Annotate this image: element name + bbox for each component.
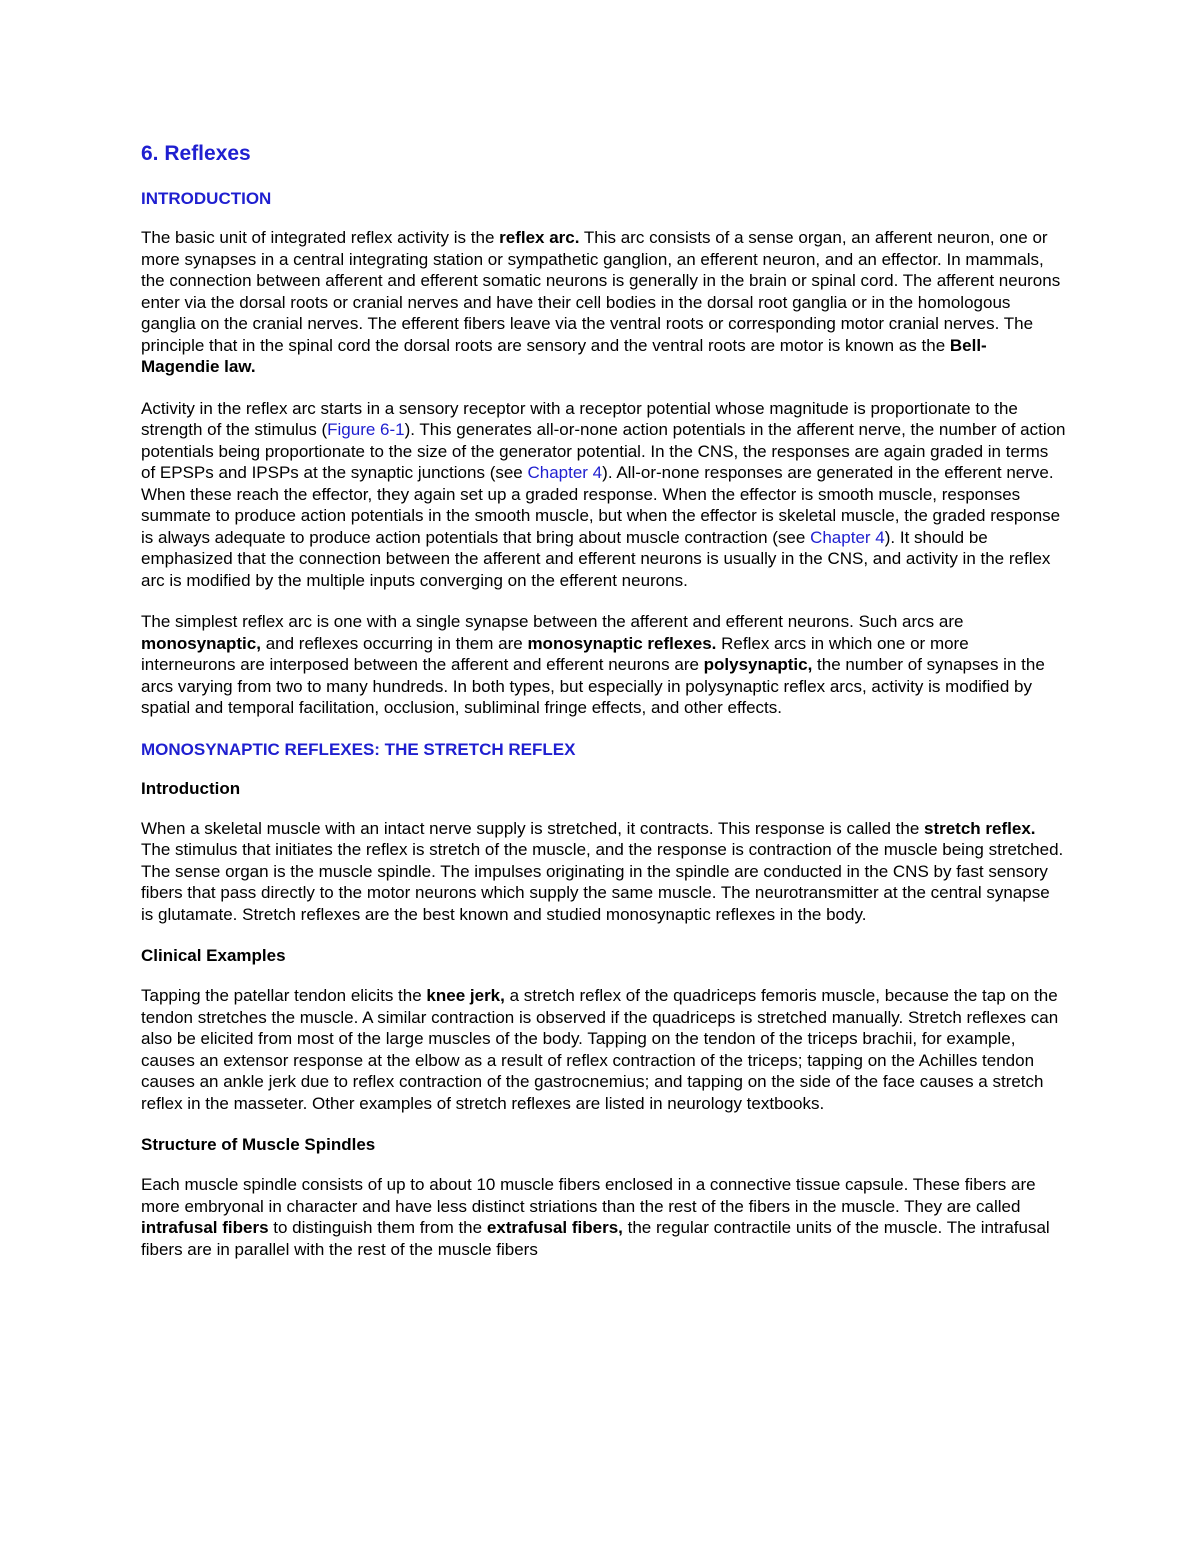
paragraph-simplest-reflex [141,611,1066,719]
paragraph-muscle-spindles [141,1174,1066,1260]
section-heading-introduction: INTRODUCTION [141,189,272,208]
text-run: the number of synapses in the arcs varying from two to many hundreds. In both types, but especially in polysynaptic reflex arcs, activity is modified by spatial and temporal facilitation, occlusion, subliminal fringe effects, and other effects. [141,655,1045,717]
bold-term: knee jerk, [426,986,505,1005]
subheading-clinical-examples: Clinical Examples [141,946,286,965]
text-run: ). It should be emphasized that the connection between the afferent and efferent neurons is usually in the CNS, and activity in the reflex arc is modified by the multiple inputs converging on the efferent neurons. [141,527,1051,590]
subheading-introduction: Introduction [141,778,241,798]
paragraph-reflex-arc [141,227,1066,378]
paragraph-stretch-reflex [141,818,1066,926]
bold-term: monosynaptic reflexes. [527,633,717,653]
text-run: a stretch reflex of the quadriceps femoris muscle, because the tap on the tendon stretches the muscle. A similar contraction is observed if the quadriceps is stretched manually. Stretch reflexes can also be elicited from most of the large muscles of the body. Tapping on the tendon of the triceps brachii, for example, causes an extensor response at the elbow as a result of reflex contraction of the triceps; tapping on the Achilles tendon causes an ankle jerk due to reflex contraction of the gastrocnemius; and tapping on the side of the face causes a stretch reflex in the masseter. Other examples of stretch reflexes are listed in neurology textbooks. [141,986,1059,1113]
chapter-title: 6. Reflexes [141,142,251,165]
text-run: Activity in the reflex arc starts in a sensory receptor with a receptor potential whose magnitude is proportionate to the strength of the stimulus ( [141,398,1018,439]
text-run: The simplest reflex arc is one with a single synapse between the afferent and efferent neurons. Such arcs are [141,612,964,631]
text-run: Each muscle spindle consists of up to about 10 muscle fibers enclosed in a connective tissue capsule. These fibers are more embryonal in character and have less distinct striations than the rest of the fibers in the muscle. They are called [141,1175,1036,1216]
bold-term: polysynaptic, [703,655,813,674]
text-run: the regular contractile units of the muscle. The intrafusal fibers are in parallel with the rest of the muscle fibers [141,1218,1050,1259]
bold-term: reflex arc. [499,228,580,247]
text-run: ). This generates all-or-none action potentials in the afferent nerve, the number of action potentials being proportionate to the size of the generator potential. In the CNS, the responses are again graded in terms of EPSPs and IPSPs at the synaptic junctions (see [141,420,1066,482]
paragraph-clinical-examples [141,985,1066,1114]
bold-term: intrafusal fibers [141,1218,269,1237]
bold-term: Bell- Magendie law. [141,335,987,376]
paragraph-activity [141,398,1066,592]
document-body [141,140,1066,1280]
text-run: Reflex arcs in which one or more interneurons are interposed between the afferent and efferent neurons are [141,633,969,674]
bold-term: extrafusal fibers, [486,1218,623,1237]
text-run: Tapping the patellar tendon elicits the [141,986,427,1005]
section-heading-stretch-reflex: MONOSYNAPTIC REFLEXES: THE STRETCH REFLEX [141,739,576,759]
text-run: to distinguish them from the [268,1218,487,1237]
text-run: This arc consists of a sense organ, an afferent neuron, one or more synapses in a central integrating station or sympathetic ganglion, an efferent neuron, and an effector. In mammals, the connection between afferent and efferent somatic neurons is generally in the brain or spinal cord. The afferent neurons enter via the dorsal roots or cranial nerves and have their cell bodies in the dorsal root ganglia or in the homologous ganglia on the cranial nerves. The efferent fibers leave via the ventral roots or corresponding motor cranial nerves. The principle that in the spinal cord the dorsal roots are sensory and the ventral roots are motor is known as the [141,228,1061,355]
text-run: The stimulus that initiates the reflex is stretch of the muscle, and the response is contraction of the muscle being stretched. The sense organ is the muscle spindle. The impulses originating in the spindle are conducted in the CNS by fast sensory fibers that pass directly to the motor neurons which supply the same muscle. The neurotransmitter at the central synapse is glutamate. Stretch reflexes are the best known and studied monosynaptic reflexes in the body. [141,840,1064,924]
bold-term: monosynaptic, [141,633,261,653]
text-run: When a skeletal muscle with an intact nerve supply is stretched, it contracts. This response is called the [141,818,924,838]
text-run: The basic unit of integrated reflex activity is the [141,228,500,247]
text-run: ). All-or-none responses are generated in the efferent nerve. When these reach the effector, they again set up a graded response. When the effector is smooth muscle, responses summate to produce action potentials in the smooth muscle, but when the effector is skeletal muscle, the graded response is always adequate to produce action potentials that bring about muscle contraction (see [141,463,1061,547]
figure-6-1-link[interactable]: Figure 6-1 [327,420,405,439]
chapter-4-link[interactable]: Chapter 4 [810,527,885,547]
chapter-4-link[interactable]: Chapter 4 [527,463,603,482]
bold-term: stretch reflex. [924,818,1036,838]
text-run: and reflexes occurring in them are [260,633,528,653]
subheading-muscle-spindles: Structure of Muscle Spindles [141,1135,376,1154]
